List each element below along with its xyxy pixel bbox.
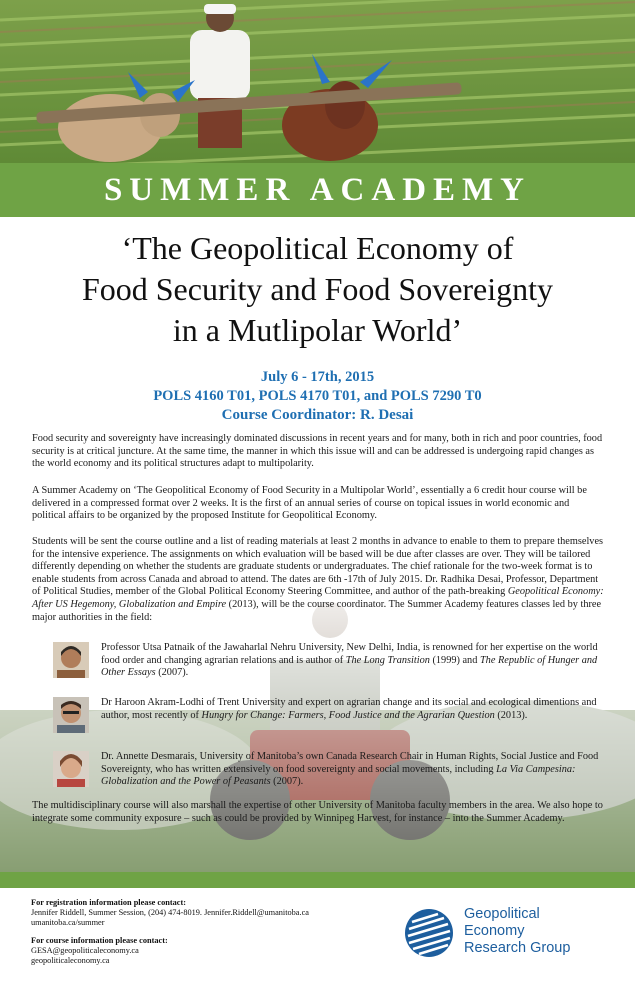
course-details-text-a: Students will be sent the course outline and a list of reading materials at least 2 months in advance to enable to them to prepare themselves for the intensive experience. The assignments on which evaluation will be based will be due after classes are over. They will be tailored differently depending on whether the students are graduate students or undergraduates. The chief rationale for the two-week format is to enable students from across Canada and abroad to attend. The dates are 6th -17th of July 2015. Dr. Radhika Desai, Professor, Department of Political Studies, member of the Global Political Economy Steering Committee, and author of the path-breaking <box>32 536 604 598</box>
professor-3-text-a: Dr. Annette Desmarais, University of Manitoba’s own Canada Research Chair in Human Rights, Social Justice and Food Sovereignty, who has written extensively on food sovereignty and social movements, including <box>101 751 599 775</box>
avatar <box>53 697 89 733</box>
professor-1-text-m: (1999) and <box>429 654 480 666</box>
avatar <box>53 642 89 678</box>
professor-1-text-e: (2007). <box>155 667 189 679</box>
professor-1-book-2: The Republic of Hunger and Other Essays <box>101 654 598 679</box>
closing-text: The multidisciplinary course will also marshall the expertise of other University of Manitoba faculty members in the area. We also hope to integrate some community exposure – such as could be provided by Winnipeg Harvest, for instance – into the Summer Academy. <box>32 800 603 824</box>
banner-label: SUMMER ACADEMY <box>103 171 532 208</box>
course-details-book-title: Geopolitical Economy: After US Hegemony, Globalization and Empire <box>32 586 604 610</box>
professor-2-text-e: (2013). <box>494 709 528 721</box>
title-line-1: ‘The Geopolitical Economy of <box>121 230 514 266</box>
registration-website: umanitoba.ca/summer <box>31 918 105 927</box>
summer-academy-banner <box>0 163 635 217</box>
page-title <box>0 228 635 351</box>
header-photo-farmer-oxen <box>0 0 635 163</box>
footer-divider-bar <box>0 872 635 888</box>
logo-line-1: Geopolitical <box>464 906 540 922</box>
title-line-3: in a Mutlipolar World’ <box>172 312 463 348</box>
summer-academy-paragraph <box>32 485 604 523</box>
professor-3-book: La Via Campesina: Globalization and the Power of Peasants <box>101 763 576 788</box>
professor-entry-akram-lodhi <box>53 697 613 741</box>
course-contact-website: geopoliticaleconomy.ca <box>31 956 110 965</box>
registration-contact <box>31 898 309 928</box>
professor-2-text-a: Dr Haroon Akram-Lodhi of Trent University and expert on agrarian change and its social and ecological dimentions and author, most recently of <box>101 697 597 721</box>
registration-details: Jennifer Riddell, Summer Session, (204) 474-8019. Jennifer.Riddell@umanitoba.ca <box>31 908 309 917</box>
globe-logo-icon <box>404 908 454 958</box>
closing-paragraph <box>32 800 604 825</box>
course-details-text-b: (2013), will be the course coordinator. The Summer Academy features classes led by three major authorities in the field: <box>32 598 602 623</box>
course-codes: POLS 4160 T01, POLS 4170 T01, and POLS 7290 T0 <box>153 388 482 404</box>
logo-line-2: Economy <box>464 923 525 939</box>
professor-1-text-a: Professor Utsa Patnaik of the Jawaharlal Nehru University, New Delhi, India, is renowned for her expertise on the world food order and changing agrarian relations and is author of <box>101 642 598 666</box>
summer-academy-text: A Summer Academy on ‘The Geopolitical Economy of Food Security in a Multipolar World’, essentially a 6 credit hour course will be delivered in a compressed format over 2 weeks. It is the first of an annual series of course on topical issues in world economic and political affairs to be organized by the proposed Institute for Geopolitical Economy. <box>32 485 587 522</box>
course-contact-heading: For course information please contact: <box>31 936 168 945</box>
course-dates: July 6 - 17th, 2015 <box>260 369 375 385</box>
logo-line-3: Research Group <box>464 940 571 956</box>
registration-heading: For registration information please contact: <box>31 898 186 907</box>
professor-1-book-1: The Long Transition <box>345 654 430 666</box>
title-line-2: Food Security and Food Sovereignty <box>81 271 554 307</box>
research-group-logo <box>404 906 604 968</box>
course-contact-email: GESA@geopoliticaleconomy.ca <box>31 946 139 955</box>
intro-text: Food security and sovereignty have increasingly dominated discussions in recent years and for many, both in rich and poor countries, food security is at critical juncture. At the same time, the manner in which this issue will and can be addressed is undergoing rapid changes as the world economy and its political structures adapt to multipolarity. <box>32 433 603 470</box>
intro-paragraph <box>32 433 604 471</box>
professor-entry-patnaik <box>53 642 613 686</box>
professor-2-book: Hungry for Change: Farmers, Food Justice and the Agrarian Question <box>201 709 495 721</box>
professor-entry-desmarais <box>53 751 613 795</box>
course-contact <box>31 936 168 966</box>
professor-3-text-e: (2007). <box>270 776 304 788</box>
course-details-paragraph <box>32 536 604 624</box>
course-coordinator: Course Coordinator: R. Desai <box>221 407 414 423</box>
avatar <box>53 751 89 787</box>
